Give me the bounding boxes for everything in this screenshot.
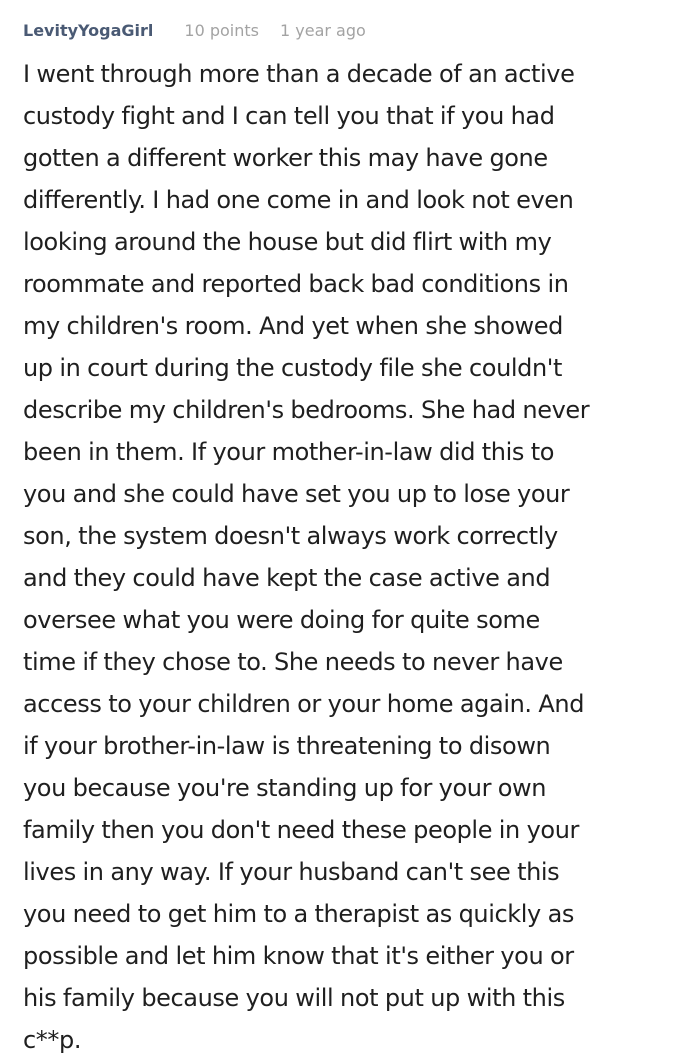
comment-line: custody fight and I can tell you that if you had [23, 102, 555, 130]
comment-line: time if they chose to. She needs to never have [23, 648, 563, 676]
comment-line: you and she could have set you up to lose your [23, 480, 570, 508]
comment-line: been in them. If your mother-in-law did this to [23, 438, 554, 466]
comment-author-link[interactable]: LevityYogaGirl [23, 21, 154, 40]
comment-line: looking around the house but did flirt with my [23, 228, 552, 256]
comment-line: differently. I had one come in and look not even [23, 186, 574, 214]
comment-line: son, the system doesn't always work correctly [23, 522, 558, 550]
comment-line: and they could have kept the case active and [23, 564, 551, 592]
comment-line: you because you're standing up for your own [23, 774, 547, 802]
comment [23, 18, 683, 1061]
comment-line: family then you don't need these people in your [23, 816, 579, 844]
comment-meta [23, 18, 683, 44]
comment-line: I went through more than a decade of an active [23, 60, 575, 88]
comment-line: describe my children's bedrooms. She had never [23, 396, 590, 424]
comment-line: his family because you will not put up with this [23, 984, 565, 1012]
comment-timestamp[interactable]: 1 year ago [279, 21, 366, 40]
comment-points[interactable]: 10 points [184, 21, 259, 40]
comment-line: roommate and reported back bad conditions in [23, 270, 569, 298]
comment-line: lives in any way. If your husband can't see this [23, 858, 560, 886]
comment-line: oversee what you were doing for quite some [23, 606, 540, 634]
comment-line: up in court during the custody file she couldn't [23, 354, 563, 382]
comment-body [23, 53, 683, 1061]
comment-line: you need to get him to a therapist as quickly as [23, 900, 575, 928]
comment-line: if your brother-in-law is threatening to disown [23, 732, 551, 760]
comment-line: my children's room. And yet when she showed [23, 312, 563, 340]
comment-line: gotten a different worker this may have gone [23, 144, 548, 172]
comment-line: possible and let him know that it's either you or [23, 942, 574, 970]
comment-line: c**p. [23, 1026, 82, 1054]
comment-line: access to your children or your home again. And [23, 690, 585, 718]
